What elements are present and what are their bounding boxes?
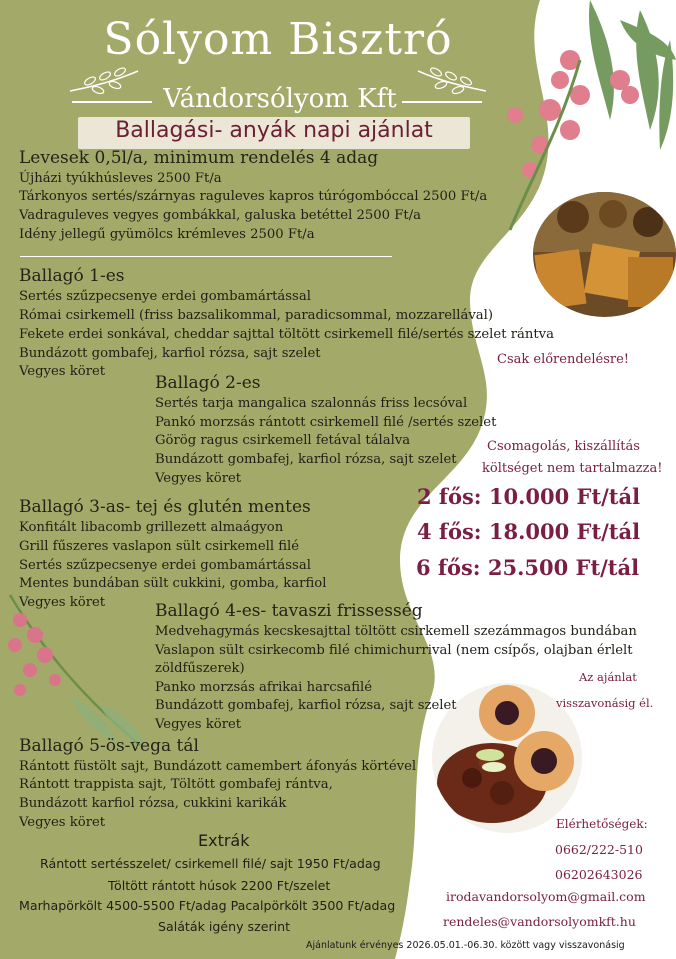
- menu1-item: Római csirkemell (friss bazsalikommal, paradicsommal, mozzarellával): [19, 308, 494, 323]
- menu2-item: Pankó morzsás rántott csirkemell filé /sertés szelet: [155, 415, 497, 430]
- page-title: Sólyom Bisztró: [103, 14, 453, 65]
- offer-banner-text: Ballagási- anyák napi ajánlat: [115, 118, 433, 143]
- menu4-item: Vegyes köret: [155, 717, 242, 732]
- flower-decoration-bottom-icon: [0, 585, 150, 755]
- packaging-note-line1: Csomagolás, kiszállítás: [487, 439, 640, 454]
- fried-food-icon: [533, 192, 676, 317]
- validity-note-line2: visszavonásig él.: [556, 696, 654, 710]
- preorder-note: Csak előrendelésre!: [497, 352, 630, 367]
- menu3-item: Konfitált libacomb grillezett almaágyon: [19, 520, 284, 535]
- contacts-heading: Elérhetőségek:: [556, 817, 648, 831]
- menu5-item: Rántott füstölt sajt, Bundázott camembert áfonyás körtével: [19, 759, 417, 774]
- menu3-item: Vegyes köret: [19, 595, 106, 610]
- menu5-heading: Ballagó 5-ös-vega tál: [19, 736, 199, 756]
- phone-2[interactable]: 06202643026: [555, 867, 643, 882]
- menu3-item: Mentes bundában sült cukkini, gomba, karfiol: [19, 576, 327, 591]
- menu4-item: zöldfűszerek): [155, 661, 245, 676]
- company-subtitle: Vándorsólyom Kft: [163, 84, 397, 114]
- header-divider-right: [402, 101, 482, 103]
- menu2-item: Görög ragus csirkemell fetával tálalva: [155, 433, 411, 448]
- menu4-item: Panko morzsás afrikai harcsafilé: [155, 680, 373, 695]
- menu1-item: Sertés szűzpecsenye erdei gombamártással: [19, 289, 311, 304]
- menu4-item: Vaslapon sült csirkecomb filé chimichurrival (nem csípős, olajban érlelt: [155, 643, 633, 658]
- soup-item: Idény jellegű gyümölcs krémleves 2500 Ft/a: [19, 227, 315, 242]
- extras-item: Töltött rántott húsok 2200 Ft/szelet: [108, 878, 331, 893]
- extras-heading: Extrák: [198, 831, 250, 850]
- email-2[interactable]: rendeles@vandorsolyomkft.hu: [443, 914, 636, 929]
- packaging-note-line2: költséget nem tartalmazza!: [482, 461, 663, 476]
- soups-heading: Levesek 0,5l/a, minimum rendelés 4 adag: [19, 148, 379, 168]
- soup-item: Újházi tyúkhúsleves 2500 Ft/a: [19, 171, 222, 186]
- menu4-item: Bundázott gombafej, karfiol rózsa, sajt szelet: [155, 698, 457, 713]
- menu3-item: Grill fűszeres vaslapon sült csirkemell filé: [19, 539, 300, 554]
- soups-divider: [20, 256, 392, 257]
- price-2-persons: 2 fős: 10.000 Ft/tál: [417, 484, 641, 509]
- price-4-persons: 4 fős: 18.000 Ft/tál: [417, 519, 641, 544]
- extras-item: Saláták igény szerint: [158, 919, 291, 934]
- menu2-heading: Ballagó 2-es: [155, 373, 261, 393]
- email-1[interactable]: irodavandorsolyom@gmail.com: [446, 889, 646, 904]
- menu5-item: Bundázott karfiol rózsa, cukkini karikák: [19, 796, 287, 811]
- extras-item: Rántott sertésszelet/ csirkemell filé/ sajt 1950 Ft/adag: [40, 856, 381, 871]
- menu2-item: Sertés tarja mangalica szalonnás friss lecsóval: [155, 396, 468, 411]
- extras-item: Marhapörkölt 4500-5500 Ft/adag Pacalpörkölt 3500 Ft/adag: [19, 898, 396, 913]
- menu3-heading: Ballagó 3-as- tej és glutén mentes: [19, 497, 311, 517]
- soup-item: Vadraguleves vegyes gombákkal, galuska betéttel 2500 Ft/a: [19, 208, 421, 223]
- validity-note-line1: Az ajánlat: [579, 670, 637, 684]
- menu4-item: Medvehagymás kecskesajttal töltött csirkemell szezámmagos bundában: [155, 624, 637, 639]
- menu4-heading: Ballagó 4-es- tavaszi frissesség: [155, 601, 423, 621]
- menu5-item: Vegyes köret: [19, 815, 106, 830]
- phone-1[interactable]: 0662/222-510: [555, 842, 643, 857]
- menu1-item: Vegyes köret: [19, 364, 106, 379]
- menu1-item: Bundázott gombafej, karfiol rózsa, sajt szelet: [19, 346, 321, 361]
- menu3-item: Sertés szűzpecsenye erdei gombamártással: [19, 558, 311, 573]
- soup-item: Tárkonyos sertés/szárnyas raguleves kapros túrógombóccal 2500 Ft/a: [19, 189, 488, 204]
- price-6-persons: 6 fős: 25.500 Ft/tál: [416, 555, 640, 580]
- menu1-heading: Ballagó 1-es: [19, 266, 125, 286]
- menu2-item: Bundázott gombafej, karfiol rózsa, sajt szelet: [155, 452, 457, 467]
- food-photo-fried-platter: [533, 192, 676, 317]
- footer-validity: Ajánlatunk érvényes 2026.05.01.-06.30. között vagy visszavonásig: [306, 940, 625, 951]
- menu5-item: Rántott trappista sajt, Töltött gombafej rántva,: [19, 777, 333, 792]
- menu2-item: Vegyes köret: [155, 471, 242, 486]
- menu1-item: Fekete erdei sonkával, cheddar sajttal töltött csirkemell filé/sertés szelet rántva: [19, 327, 554, 342]
